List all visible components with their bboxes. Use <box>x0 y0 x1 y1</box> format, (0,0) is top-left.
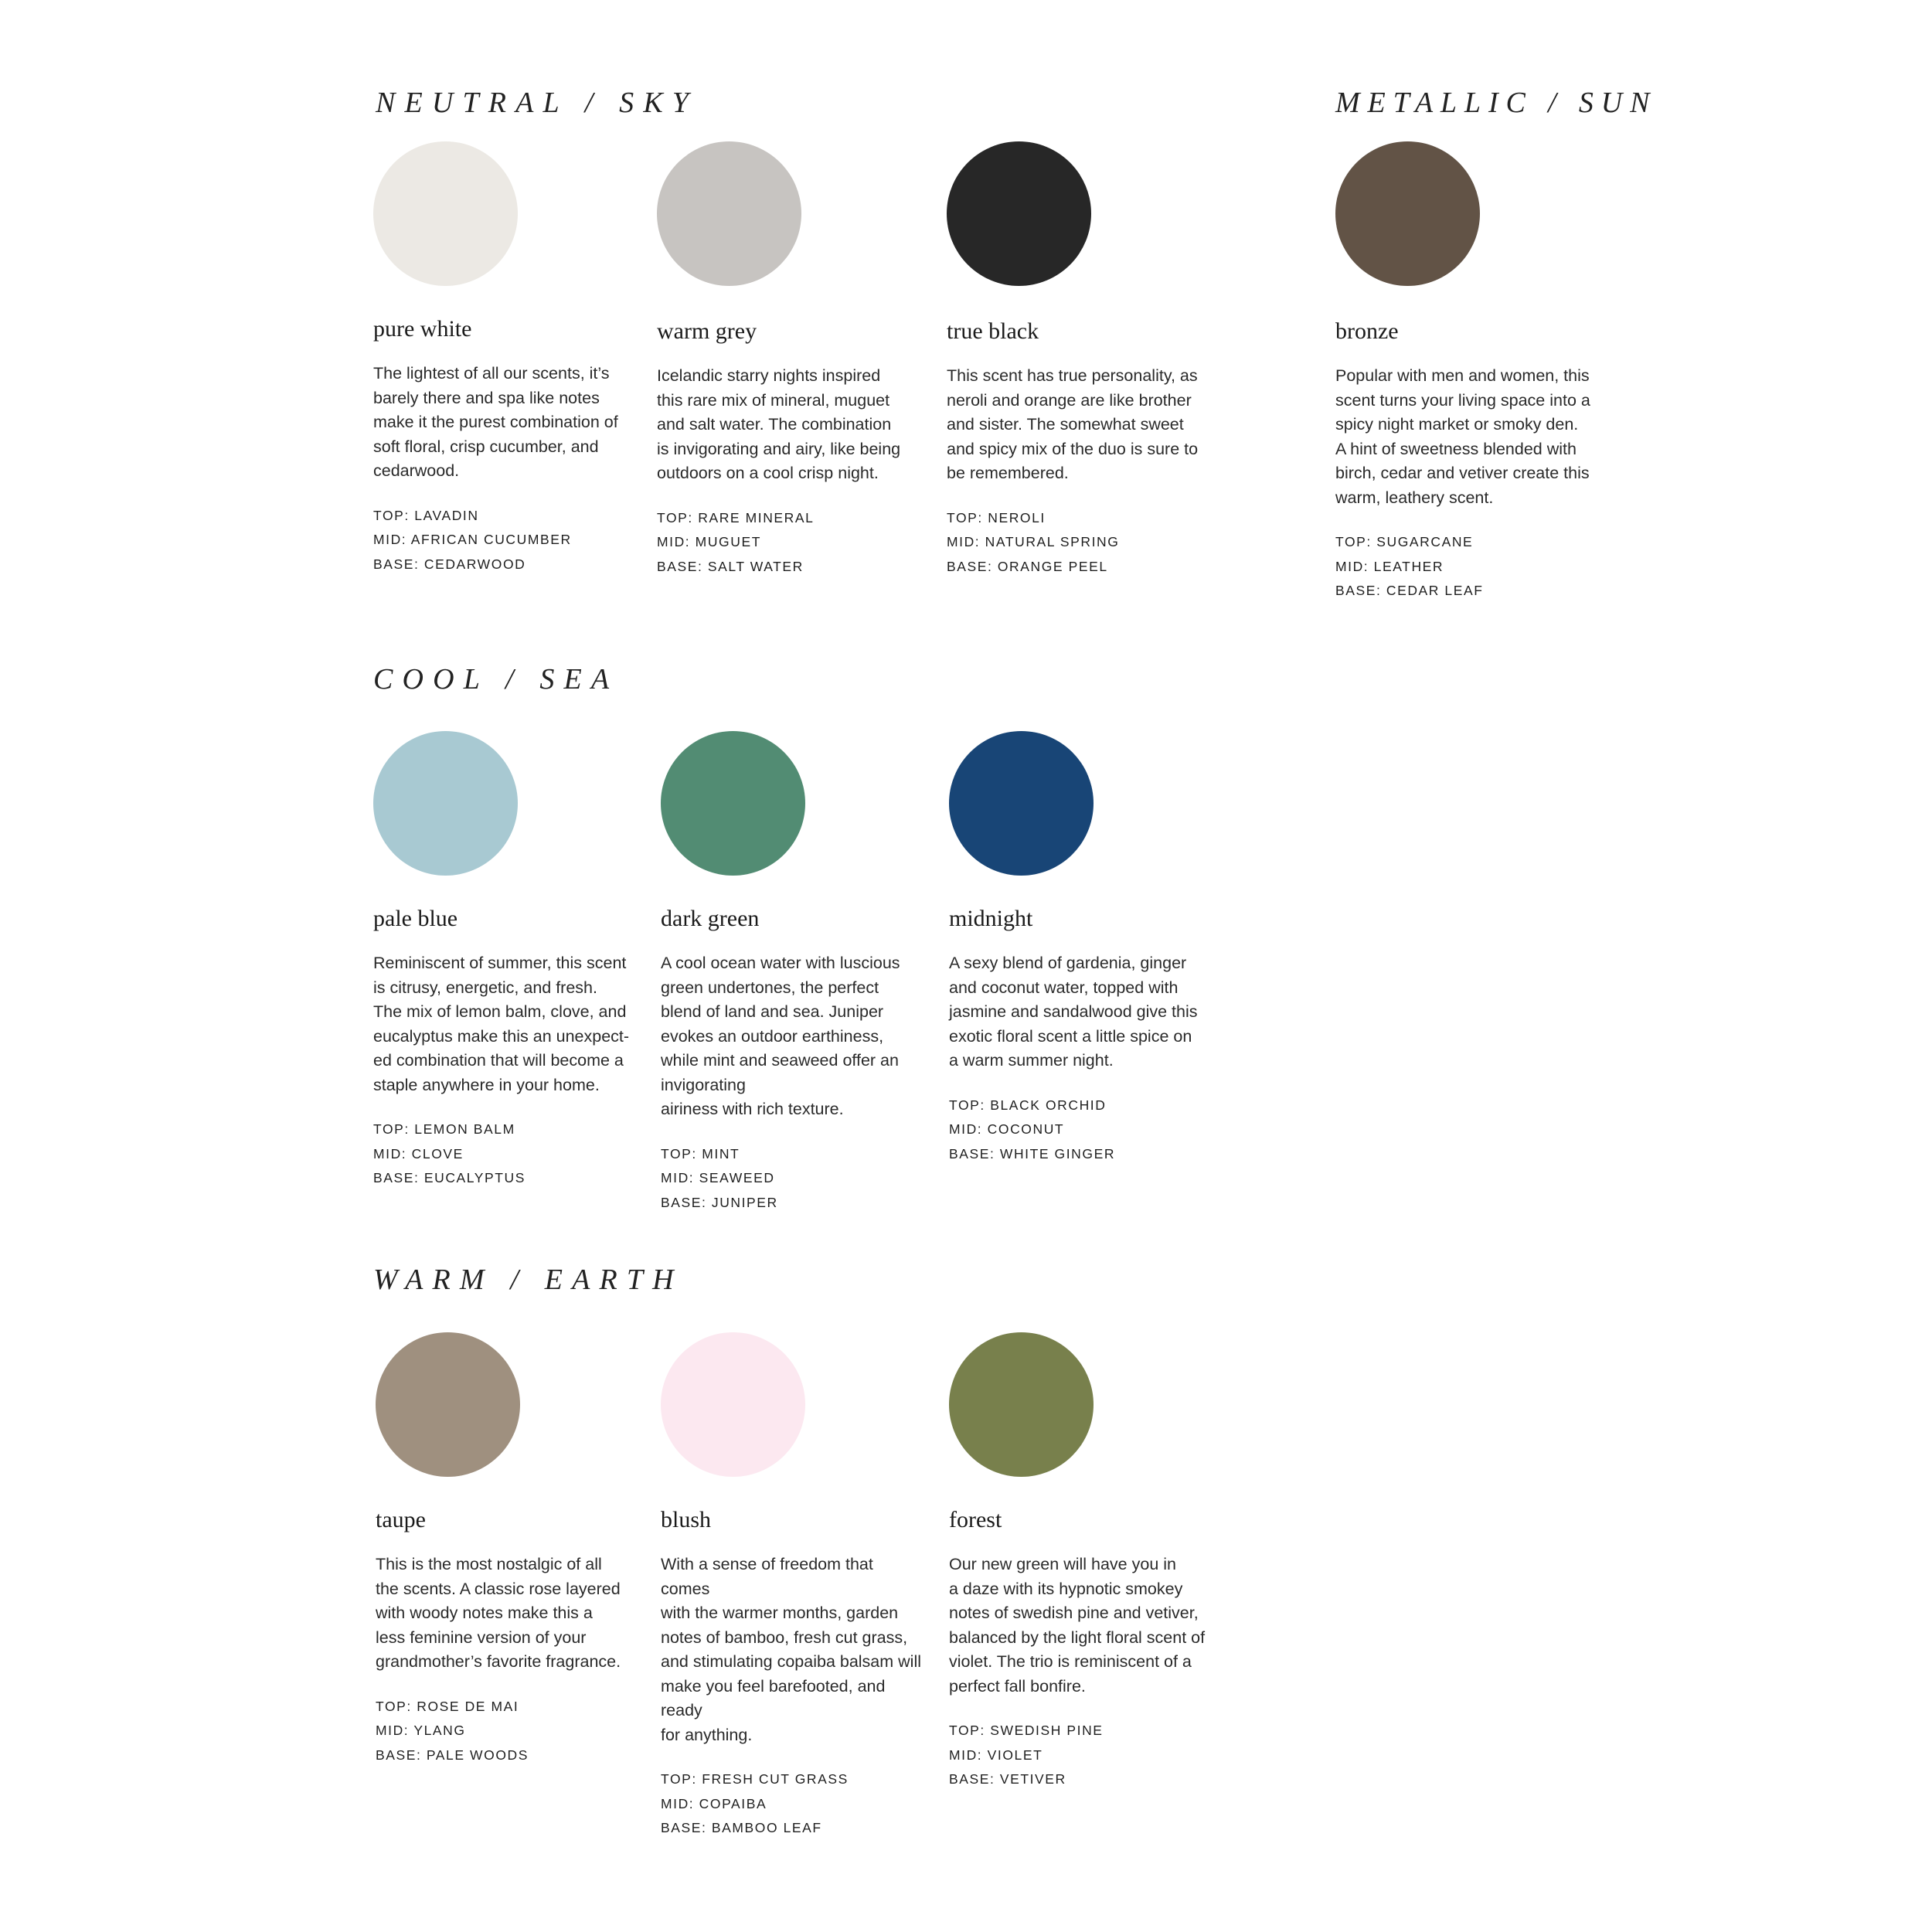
scent-name: midnight <box>949 906 1033 931</box>
base-note: BASE: ORANGE PEEL <box>947 558 1108 574</box>
scent-name: forest <box>949 1507 1002 1532</box>
top-note: TOP: LEMON BALM <box>373 1121 515 1137</box>
scent-card-pale-blue <box>373 731 636 1191</box>
scent-notes <box>661 1142 923 1216</box>
scent-card-forest <box>949 1332 1212 1792</box>
mid-note: MID: COCONUT <box>949 1121 1065 1137</box>
base-note: BASE: BAMBOO LEAF <box>661 1820 822 1835</box>
base-note: BASE: CEDARWOOD <box>373 556 526 572</box>
scent-card-midnight <box>949 731 1212 1166</box>
base-note: BASE: VETIVER <box>949 1771 1066 1787</box>
scent-card-blush <box>661 1332 923 1841</box>
color-swatch <box>1335 141 1480 286</box>
scent-description: A sexy blend of gardenia, ginger and coconut water, topped with jasmine and sandalwood give this exotic floral scent a little spice on a warm summer night. <box>949 954 1198 1070</box>
top-note: TOP: MINT <box>661 1145 740 1162</box>
scent-card-true-black <box>947 141 1209 579</box>
color-swatch <box>376 1332 520 1477</box>
color-swatch <box>661 1332 805 1477</box>
scent-notes <box>947 506 1209 580</box>
scent-notes <box>949 1719 1212 1792</box>
scent-description: With a sense of freedom that comes with the warmer months, garden notes of bamboo, fresh cut grass, and stimulating copaiba balsam will make you feel barefooted, and ready for anything. <box>661 1555 922 1744</box>
scent-name: bronze <box>1335 318 1399 344</box>
scent-description: Icelandic starry nights inspired this rare mix of mineral, muguet and salt water. The combination is invigorating and airy, like being outdoors on a cool crisp night. <box>657 366 901 482</box>
mid-note: MID: VIOLET <box>949 1747 1043 1763</box>
scent-description: A cool ocean water with luscious green undertones, the perfect blend of land and sea. Juniper evokes an outdoor earthiness, while mint and seaweed offer an invigorating airiness with rich texture. <box>661 954 900 1118</box>
top-note: TOP: SUGARCANE <box>1335 534 1474 549</box>
mid-note: MID: NATURAL SPRING <box>947 534 1120 549</box>
scent-description: Our new green will have you in a daze with its hypnotic smokey notes of swedish pine and vetiver, balanced by the light floral scent of violet. The trio is reminiscent of a perfect fall bonfire. <box>949 1555 1206 1696</box>
scent-card-bronze <box>1335 141 1598 604</box>
scent-description: This is the most nostalgic of all the scents. A classic rose layered with woody notes make this a less feminine version of your grandmother’s favorite fragrance. <box>376 1555 621 1671</box>
base-note: BASE: EUCALYPTUS <box>373 1170 526 1185</box>
scent-notes <box>949 1094 1212 1167</box>
color-swatch <box>661 731 805 876</box>
color-swatch <box>949 1332 1094 1477</box>
color-swatch <box>373 731 518 876</box>
top-note: TOP: ROSE DE MAI <box>376 1698 519 1714</box>
top-note: TOP: FRESH CUT GRASS <box>661 1771 849 1787</box>
scent-name: true black <box>947 318 1039 344</box>
mid-note: MID: YLANG <box>376 1723 466 1738</box>
color-swatch <box>949 731 1094 876</box>
scent-description: Reminiscent of summer, this scent is citrusy, energetic, and fresh. The mix of lemon balm, clove, and eucalyptus make this an unexpect- ed combination that will become a staple anywhere in your home. <box>373 954 630 1094</box>
scent-description: This scent has true personality, as neroli and orange are like brother and sister. The somewhat sweet and spicy mix of the duo is sure to be remembered. <box>947 366 1199 482</box>
scent-card-taupe <box>376 1332 638 1767</box>
scent-name: taupe <box>376 1507 426 1532</box>
mid-note: MID: AFRICAN CUCUMBER <box>373 532 572 547</box>
mid-note: MID: SEAWEED <box>661 1170 775 1185</box>
section-title-metallic-sun: METALLIC / SUN <box>1335 87 1658 119</box>
top-note: TOP: RARE MINERAL <box>657 509 815 526</box>
mid-note: MID: CLOVE <box>373 1145 464 1162</box>
scent-notes <box>373 504 636 577</box>
scent-name: blush <box>661 1507 712 1532</box>
scent-description: The lightest of all our scents, it’s barely there and spa like notes make it the purest combination of soft floral, crisp cucumber, and cedarwood. <box>373 364 618 480</box>
base-note: BASE: PALE WOODS <box>376 1747 529 1763</box>
base-note: BASE: WHITE GINGER <box>949 1145 1116 1162</box>
color-swatch <box>947 141 1091 286</box>
top-note: TOP: BLACK ORCHID <box>949 1097 1107 1113</box>
scent-notes <box>373 1117 636 1191</box>
section-title-warm-earth: WARM / EARTH <box>373 1264 683 1296</box>
scent-name: pure white <box>373 316 472 342</box>
base-note: BASE: CEDAR LEAF <box>1335 583 1484 598</box>
scent-card-warm-grey <box>657 141 920 579</box>
mid-note: MID: MUGUET <box>657 534 761 549</box>
scent-card-dark-green <box>661 731 923 1215</box>
top-note: TOP: NEROLI <box>947 509 1046 526</box>
section-title-cool-sea: COOL / SEA <box>373 663 619 696</box>
scent-notes <box>657 506 920 580</box>
color-swatch <box>657 141 801 286</box>
scent-notes <box>661 1767 923 1841</box>
base-note: BASE: JUNIPER <box>661 1194 778 1210</box>
top-note: TOP: LAVADIN <box>373 507 479 523</box>
scent-notes <box>376 1695 638 1768</box>
scent-name: pale blue <box>373 906 458 931</box>
base-note: BASE: SALT WATER <box>657 558 804 574</box>
mid-note: MID: COPAIBA <box>661 1795 767 1811</box>
mid-note: MID: LEATHER <box>1335 558 1444 574</box>
scent-name: warm grey <box>657 318 757 344</box>
scent-notes <box>1335 530 1598 604</box>
scent-description: Popular with men and women, this scent turns your living space into a spicy night market or smoky den. A hint of sweetness blended with birch, cedar and vetiver create this warm, leathery scent. <box>1335 366 1590 507</box>
top-note: TOP: SWEDISH PINE <box>949 1723 1104 1738</box>
scent-name: dark green <box>661 906 760 931</box>
scent-card-pure-white <box>373 141 636 577</box>
section-title-neutral-sky: NEUTRAL / SKY <box>376 87 699 119</box>
color-swatch <box>373 141 518 286</box>
